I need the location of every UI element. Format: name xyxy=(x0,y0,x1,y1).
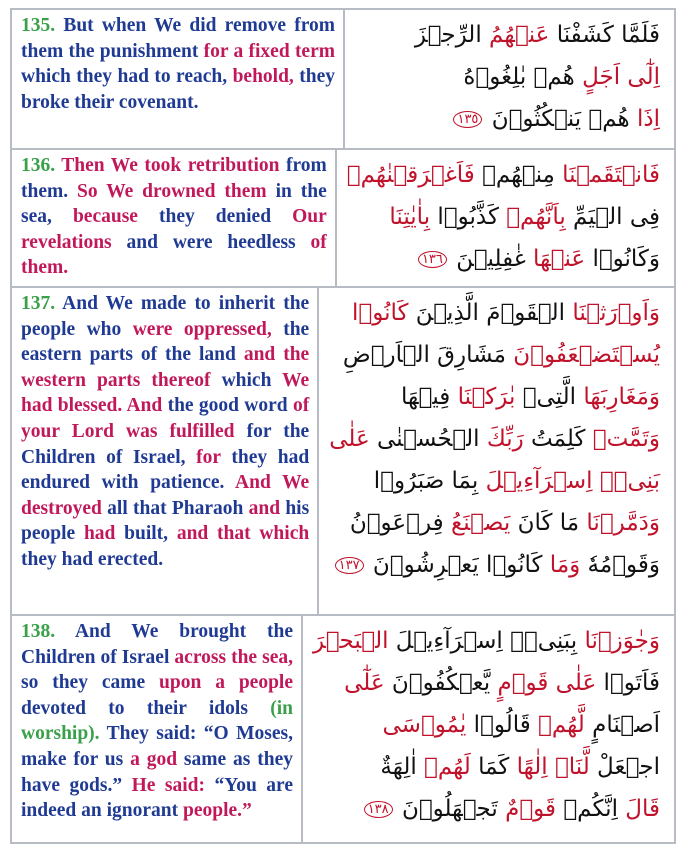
translation-segment: for the Children of Israel, xyxy=(21,420,310,468)
arabic-segment: يَّعۡكُفُوۡنَ xyxy=(384,670,491,696)
translation-segment: devoted to their idols xyxy=(21,697,271,719)
translation-segment: from them. xyxy=(21,155,327,202)
translation-segment: for xyxy=(196,446,221,468)
translation-segment: they broke their covenant. xyxy=(21,66,335,113)
translation-segment: which they had to reach, xyxy=(21,66,233,88)
arabic-segment: فِرۡعَوۡنُ xyxy=(349,510,444,536)
arabic-segment: رَبِّكَ xyxy=(479,426,524,452)
translation-segment: the eastern parts of the land xyxy=(21,318,310,366)
arabic-segment: الَّتِىۡ xyxy=(515,384,577,410)
translation-segment: (in worship). xyxy=(21,697,293,745)
translation-segment: Our revelations xyxy=(21,206,327,253)
arabic-segment: قَوۡمٌ xyxy=(497,796,557,822)
translation-segment: of them. xyxy=(21,231,327,279)
verse-number: 135. xyxy=(21,15,56,36)
translation-segment: because xyxy=(72,206,138,228)
arabic-segment: عَنۡهَا xyxy=(525,246,586,272)
verse-end-mark: ١٣٧ xyxy=(335,557,364,574)
arabic-segment: وَمَا xyxy=(542,552,581,578)
translation-segment: built, xyxy=(115,523,177,545)
arabic-segment: هُمۡ بٰلِغُوۡهُ xyxy=(463,64,575,90)
verse-row-136 xyxy=(12,148,674,286)
translation-segment: And We made to inherit the people who xyxy=(21,293,310,340)
translation-segment: so they came xyxy=(21,672,160,694)
arabic-segment: كَمَا xyxy=(470,754,510,780)
arabic-segment: كَانُوۡا xyxy=(352,300,409,326)
arabic-segment: لَّنَاۤ اِلٰهًا xyxy=(509,754,590,780)
arabic-segment: وَدَمَّرۡنَا xyxy=(579,510,660,536)
arabic-segment: بِاٰيٰتِنَا xyxy=(389,204,431,230)
arabic-segment: قَالُوۡا xyxy=(466,712,531,738)
arabic-segment: عَنۡهُمُ xyxy=(489,22,550,48)
arabic-segment: مَا كَانَ xyxy=(510,510,580,536)
translation-segment: they had endured with patience. xyxy=(21,446,310,494)
arabic-segment: وَجٰوَزۡنَا xyxy=(577,628,660,654)
arabic-line xyxy=(347,196,660,238)
verse-row-135 xyxy=(12,10,674,148)
translation-text xyxy=(21,155,327,278)
arabic-line xyxy=(313,746,660,788)
arabic-segment: بَنِىۡۤ اِسۡرَآءِيۡلَ xyxy=(478,468,660,494)
translation-segment: and were heedless xyxy=(111,231,311,253)
arabic-136 xyxy=(337,150,674,286)
arabic-segment: كَلِمَتُ xyxy=(523,426,586,452)
translation-segment: Then We took retribution xyxy=(61,155,280,176)
translation-text xyxy=(21,293,309,570)
arabic-segment: وَتَمَّتۡ xyxy=(585,426,660,452)
arabic-137 xyxy=(319,288,674,614)
translation-segment: and the western parts thereof xyxy=(21,344,310,391)
arabic-segment: فِيۡهَا xyxy=(400,384,451,410)
translation-segment: the good word xyxy=(162,395,293,417)
translation-text xyxy=(21,15,335,113)
arabic-line xyxy=(355,14,660,56)
verse-table xyxy=(10,8,676,844)
arabic-segment: الرِّجۡزَ xyxy=(414,22,490,48)
translation-segment: people.” xyxy=(183,800,252,822)
arabic-segment: تَجۡهَلُوۡنَ xyxy=(401,796,498,822)
translation-segment: and xyxy=(248,497,281,519)
translation-segment: for a fixed term xyxy=(203,40,335,62)
arabic-segment: بٰرَكۡنَا xyxy=(450,384,516,410)
translation-138 xyxy=(12,616,303,842)
arabic-segment: يَصۡنَعُ xyxy=(443,510,511,536)
translation-segment: which xyxy=(210,369,283,391)
arabic-135 xyxy=(345,10,674,148)
verse-number: 137. xyxy=(21,293,56,314)
verse-end-mark: ١٣٦ xyxy=(418,251,447,268)
arabic-segment: كَذَّبُوۡا xyxy=(430,204,499,230)
translation-segment: But when We did remove from them the punishment xyxy=(21,15,335,62)
arabic-segment: لَهُمۡ xyxy=(416,754,471,780)
verse-number: 138. xyxy=(21,621,56,642)
arabic-segment: اِلٰٓى اَجَلٍ xyxy=(574,64,660,90)
translation-segment: all that Pharaoh xyxy=(101,497,249,519)
arabic-segment: قَالَ xyxy=(617,796,660,822)
arabic-segment: هُمۡ يَنۡكُثُوۡنَ xyxy=(491,106,630,132)
translation-segment: and that which xyxy=(176,523,310,545)
translation-segment: in the sea, xyxy=(21,180,327,228)
arabic-line xyxy=(355,98,660,140)
arabic-segment: اِذَا xyxy=(629,106,660,132)
arabic-segment: الۡبَحۡرَ xyxy=(313,628,389,654)
verse-end-mark: ١٣٨ xyxy=(364,801,393,818)
arabic-line xyxy=(329,460,660,502)
arabic-segment: فِى الۡيَمِّ xyxy=(565,204,660,230)
arabic-line xyxy=(313,788,660,830)
translation-segment: across the sea, xyxy=(174,646,293,668)
verse-row-137 xyxy=(12,286,674,614)
translation-segment: were oppressed, xyxy=(132,318,272,340)
arabic-segment: بِبَنِىۡۤ اِسۡرَآءِيۡلَ xyxy=(388,628,578,654)
arabic-line xyxy=(347,238,660,280)
translation-136 xyxy=(12,150,337,286)
translation-segment: they had erected. xyxy=(21,548,164,570)
translation-segment: they denied xyxy=(137,206,293,228)
translation-segment: behold, xyxy=(232,66,294,88)
translation-segment: And We destroyed xyxy=(21,472,310,519)
arabic-segment: وَقَوۡمُهٗ xyxy=(580,552,660,578)
translation-segment: And We brought the Children of Israel xyxy=(21,621,293,668)
arabic-segment: فَانۡتَقَمۡنَا xyxy=(554,162,660,188)
arabic-line xyxy=(329,334,660,376)
translation-segment: “You are indeed an ignorant xyxy=(21,774,294,822)
arabic-segment: عَلٰى xyxy=(329,426,370,452)
arabic-segment: كَانُوۡا يَعۡرِشُوۡنَ xyxy=(372,552,543,578)
arabic-line xyxy=(329,292,660,334)
translation-segment: a god xyxy=(130,748,178,770)
translation-segment: had xyxy=(83,523,116,545)
arabic-segment: بِمَا صَبَرُوۡا xyxy=(373,468,479,494)
arabic-138 xyxy=(303,616,674,842)
arabic-segment: وَمَغَارِبَهَا xyxy=(576,384,660,410)
arabic-line xyxy=(355,56,660,98)
arabic-segment: لَّهُمۡ xyxy=(530,712,585,738)
arabic-segment: وَاَوۡرَثۡنَا xyxy=(565,300,660,326)
translation-segment: upon a people xyxy=(159,672,293,694)
arabic-line xyxy=(329,376,660,418)
arabic-segment: الۡحُسۡنٰى xyxy=(369,426,480,452)
arabic-segment: فَاَتَوۡا xyxy=(596,670,660,696)
translation-segment: We had blessed. And xyxy=(21,369,310,417)
arabic-line xyxy=(313,704,660,746)
arabic-segment: عَلٰٓى xyxy=(344,670,385,696)
translation-segment: his people xyxy=(21,497,310,545)
arabic-segment: يُسۡتَضۡعَفُوۡنَ xyxy=(505,342,660,368)
translation-segment: They said: “O Moses, make for us xyxy=(21,723,293,770)
verse-number: 136. xyxy=(21,155,56,176)
arabic-segment: يٰمُوۡسَى xyxy=(382,712,467,738)
arabic-segment: مِنۡهُمۡ xyxy=(474,162,555,188)
arabic-line xyxy=(313,620,660,662)
arabic-line xyxy=(347,154,660,196)
arabic-segment: اِنَّكُمۡ xyxy=(556,796,618,822)
translation-text xyxy=(21,621,293,821)
arabic-line xyxy=(313,662,660,704)
arabic-segment: فَاَغۡرَقۡنٰهُمۡ xyxy=(346,162,475,188)
arabic-segment: وَكَانُوۡا xyxy=(585,246,660,272)
verse-end-mark: ١٣٥ xyxy=(453,111,482,128)
arabic-segment: فَلَمَّا كَشَفْنَا xyxy=(549,22,660,48)
translation-segment: So We drowned them xyxy=(77,180,267,202)
arabic-segment: اٰلِهَةٌ xyxy=(380,754,417,780)
arabic-segment: الۡقَوۡمَ الَّذِيۡنَ xyxy=(408,300,566,326)
arabic-segment: بِاَنَّهُمۡ xyxy=(498,204,566,230)
translation-segment: He said: xyxy=(131,774,206,796)
arabic-line xyxy=(329,502,660,544)
arabic-line xyxy=(329,544,660,586)
arabic-segment: عَلٰى قَوۡمٍ xyxy=(490,670,597,696)
arabic-segment: غٰفِلِيۡنَ xyxy=(456,246,526,272)
verse-row-138 xyxy=(12,614,674,842)
arabic-segment: اجۡعَلْ xyxy=(589,754,660,780)
translation-137 xyxy=(12,288,319,614)
translation-segment: of your Lord was fulfilled xyxy=(21,395,310,442)
arabic-line xyxy=(329,418,660,460)
translation-135 xyxy=(12,10,345,148)
arabic-segment: مَشَارِقَ الۡاَرۡضِ xyxy=(342,342,506,368)
arabic-segment: اَصۡنَامٍ xyxy=(584,712,660,738)
translation-segment: same as they have gods.” xyxy=(21,748,293,796)
